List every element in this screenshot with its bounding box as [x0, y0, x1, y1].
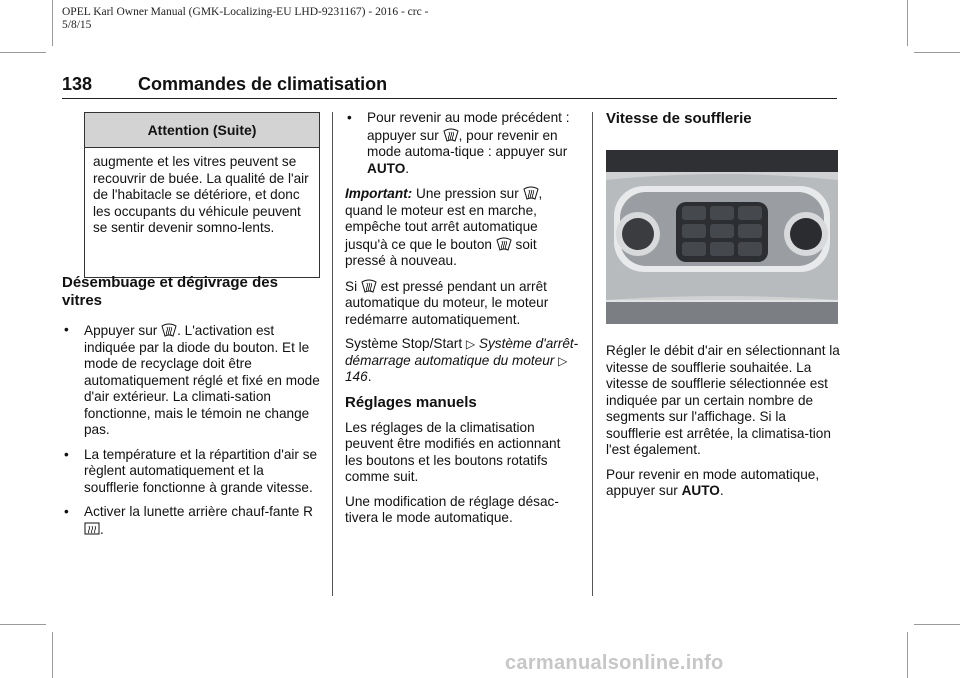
- important-note: Important: Une pression sur , quand le moteur est en marche, empêche tout arrêt automatique jusqu'à ce que le bouton soit pressé à nouveau.: [345, 186, 543, 268]
- header-line-1: OPEL Karl Owner Manual (GMK-Localizing-EU LHD-9231167) - 2016 - crc -: [62, 6, 429, 18]
- watermark: carmanualsonline.info: [505, 652, 724, 674]
- list-item: • La température et la répartition d'air se règlent automatiquement et la soufflerie fonctionne à grande vitesse.: [64, 446, 318, 495]
- paragraph: Pour revenir en mode automatique, appuyer sur AUTO.: [606, 466, 820, 498]
- attention-title: Attention (Suite): [85, 113, 319, 148]
- crop-mark: [914, 52, 960, 53]
- page-number: 138: [62, 74, 93, 94]
- column-divider: [592, 112, 593, 596]
- paragraph: Les réglages de la climatisation peuvent être modifiés en actionnant les boutons et les boutons rotatifs comme suit.: [345, 419, 561, 484]
- page-title: Commandes de climatisation: [138, 74, 388, 94]
- crop-mark: [907, 0, 908, 46]
- column-divider: [332, 112, 333, 596]
- windscreen-defrost-icon: [496, 236, 512, 252]
- list-item: • Pour revenir au mode précédent : appuyer sur , pour revenir en mode automa-tique : appuyer sur AUTO.: [347, 110, 570, 176]
- windscreen-defrost-icon: [361, 278, 377, 294]
- reference-link[interactable]: Système d'arrêt-démarrage automatique du moteur: [345, 336, 579, 368]
- column-2: [345, 110, 580, 535]
- attention-box: [84, 112, 320, 278]
- section-heading-manual: Réglages manuels: [345, 393, 477, 411]
- list-item: • Appuyer sur . L'activation est indiquée par la diode du bouton. Et le mode de recyclage doit être automatiquement réglé et fixé en mode d'air extérieur. La climati-sation fonctionne, mais le témoin ne change pas.: [64, 322, 320, 437]
- paragraph: Si est pressé pendant un arrêt automatique du moteur, le moteur redémarre automatiquement.: [345, 278, 549, 327]
- paragraph: Une modification de réglage désac-tivera le mode automatique.: [345, 493, 559, 525]
- windscreen-defrost-icon: [523, 185, 539, 201]
- paragraph: Régler le débit d'air en sélectionnant la vitesse de soufflerie souhaitée. La vitesse de soufflerie sélectionnée est indiquée par un certain nombre de segments sur l'affichage. Si la soufflerie est arrêtée, la climatisa-tion l'est également.: [606, 343, 840, 457]
- crop-mark: [52, 632, 53, 678]
- windscreen-defrost-icon: [161, 322, 177, 338]
- windscreen-defrost-icon: [443, 127, 459, 143]
- reference-page[interactable]: 146: [345, 369, 368, 384]
- crop-mark: [0, 624, 46, 625]
- list-item: • Activer la lunette arrière chauf-fante R .: [64, 504, 313, 537]
- column-3-body: [606, 343, 842, 508]
- crop-mark: [0, 52, 46, 53]
- crop-mark: [914, 624, 960, 625]
- crop-mark: [907, 632, 908, 678]
- column-3: [606, 110, 842, 128]
- reference-arrow-icon: ▷: [465, 337, 476, 351]
- climate-control-panel-image: [606, 150, 838, 324]
- column-1: [62, 274, 320, 546]
- header-rule: [62, 98, 837, 99]
- reference-arrow-icon: ▷: [558, 353, 568, 368]
- attention-text: augmente et les vitres peuvent se recouvrir de buée. La qualité de l'air de l'habitacle se détériore, et donc les occupants du véhicule peuvent se sentir devenir somno-lents.: [93, 154, 309, 235]
- document-header: [62, 6, 428, 32]
- page-heading: [62, 74, 387, 95]
- cross-reference[interactable]: Système Stop/Start ▷ Système d'arrêt-démarrage automatique du moteur ▷ 146.: [345, 336, 579, 384]
- crop-mark: [52, 0, 53, 46]
- section-heading-fan-speed: Vitesse de soufflerie: [606, 110, 752, 127]
- section-heading-defrost: Désembuage et dégivrage des vitres: [62, 274, 278, 309]
- header-line-2: 5/8/15: [62, 19, 92, 31]
- rear-window-heater-icon: [84, 521, 100, 537]
